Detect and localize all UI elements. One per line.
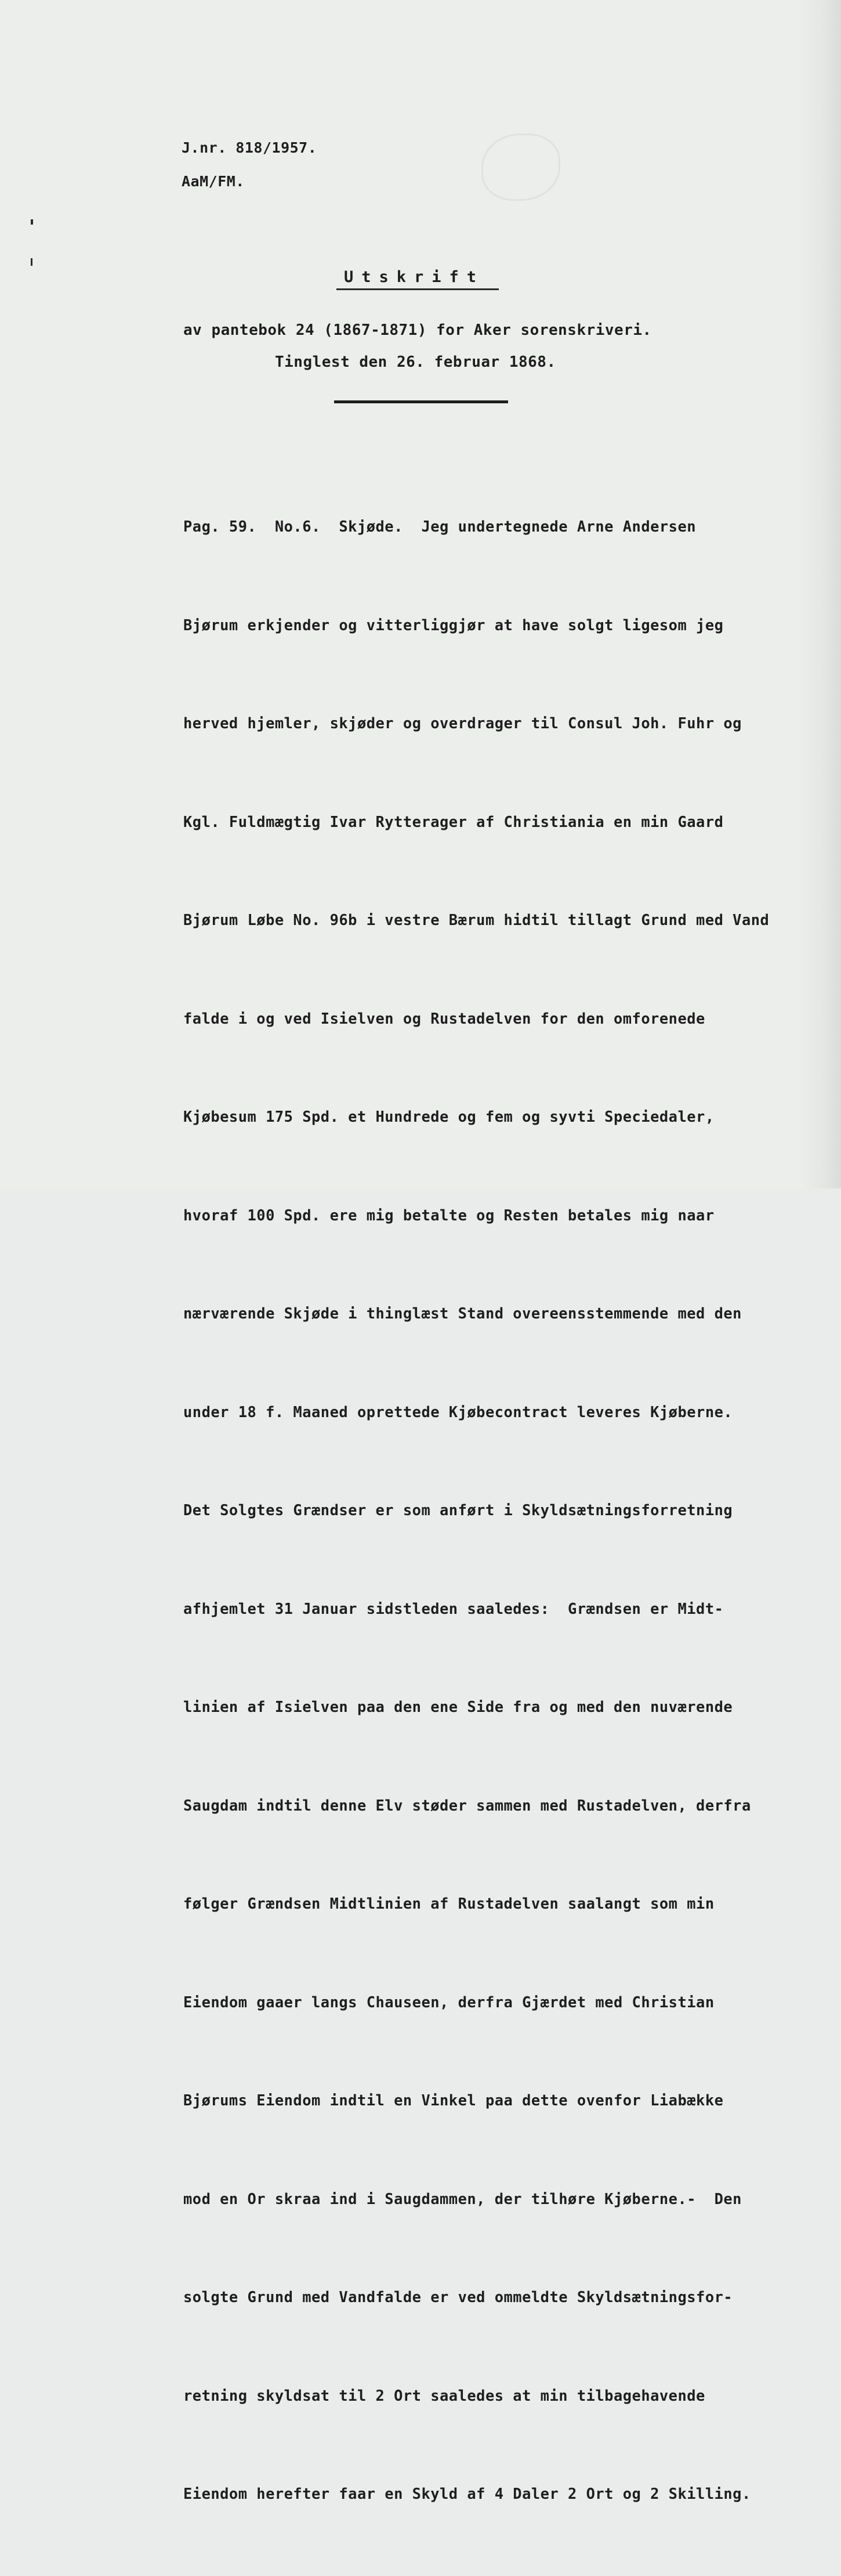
initials: AaM/FM. [182, 173, 245, 190]
body-line: Saugdam indtil denne Elv støder sammen med Rustadelven, derfra [183, 1796, 751, 1814]
body-line: Bjørum Løbe No. 96b i vestre Bærum hidtil tillagt Grund med Vand [183, 911, 770, 928]
body-line: nærværende Skjøde i thinglæst Stand overeensstemmende med den [183, 1305, 742, 1322]
body-line: følger Grændsen Midtlinien af Rustadelven saalangt som min [183, 1895, 715, 1912]
body-line: herved hjemler, skjøder og overdrager til Consul Joh. Fuhr og [183, 714, 742, 732]
separator-rule [334, 400, 508, 403]
page-edge-shadow [800, 0, 841, 1188]
body-line: Bjørums Eiendom indtil en Vinkel paa dette ovenfor Liabække [183, 2091, 724, 2109]
body-line: Kgl. Fuldmægtig Ivar Rytterager af Christiania en min Gaard [183, 812, 724, 830]
body-line: under 18 f. Maaned oprettede Kjøbecontract leveres Kjøberne. [183, 1403, 733, 1421]
body-line: Kjøbesum 175 Spd. et Hundrede og fem og syvti Speciedaler, [183, 1108, 715, 1125]
subtitle-line-2: Tinglest den 26. februar 1868. [275, 353, 556, 371]
body-line: retning skyldsat til 2 Ort saaledes at min tilbagehavende [183, 2386, 705, 2404]
body-line: hvoraf 100 Spd. ere mig betalte og Resten betales mig naar [183, 1206, 715, 1224]
body-line: mod en Or skraa ind i Saugdammen, der tilhøre Kjøberne.- Den [183, 2190, 742, 2208]
margin-mark [31, 258, 32, 266]
body-line: Bjørum erkjender og vitterliggjør at have solgt ligesom jeg [183, 616, 724, 634]
body-line: Eiendom gaaer langs Chauseen, derfra Gjærdet med Christian [183, 1993, 715, 2011]
faint-stamp-mark [481, 133, 560, 201]
body-line: afhjemlet 31 Januar sidstleden saaledes: Grændsen er Midt- [183, 1599, 724, 1617]
body-line: Det Solgtes Grændser er som anført i Skyldsætningsforretning [183, 1501, 733, 1519]
title-underline [336, 288, 499, 290]
body-line: solgte Grund med Vandfalde er ved ommeldte Skyldsætningsfor- [183, 2288, 733, 2306]
reference-number: J.nr. 818/1957. [182, 139, 317, 156]
body-line: Eiendom herefter faar en Skyld af 4 Daler 2 Ort og 2 Skilling. [183, 2485, 751, 2502]
body-line: falde i og ved Isielven og Rustadelven for den omforenede [183, 1009, 705, 1027]
body-text [183, 445, 769, 2576]
document-title: Utskrift [344, 268, 485, 286]
margin-mark [31, 219, 33, 225]
body-line: Pag. 59. No.6. Skjøde. Jeg undertegnede Arne Andersen [183, 518, 697, 535]
body-line: linien af Isielven paa den ene Side fra og med den nuværende [183, 1698, 733, 1715]
subtitle-line-1: av pantebok 24 (1867-1871) for Aker sorenskriveri. [183, 321, 652, 339]
